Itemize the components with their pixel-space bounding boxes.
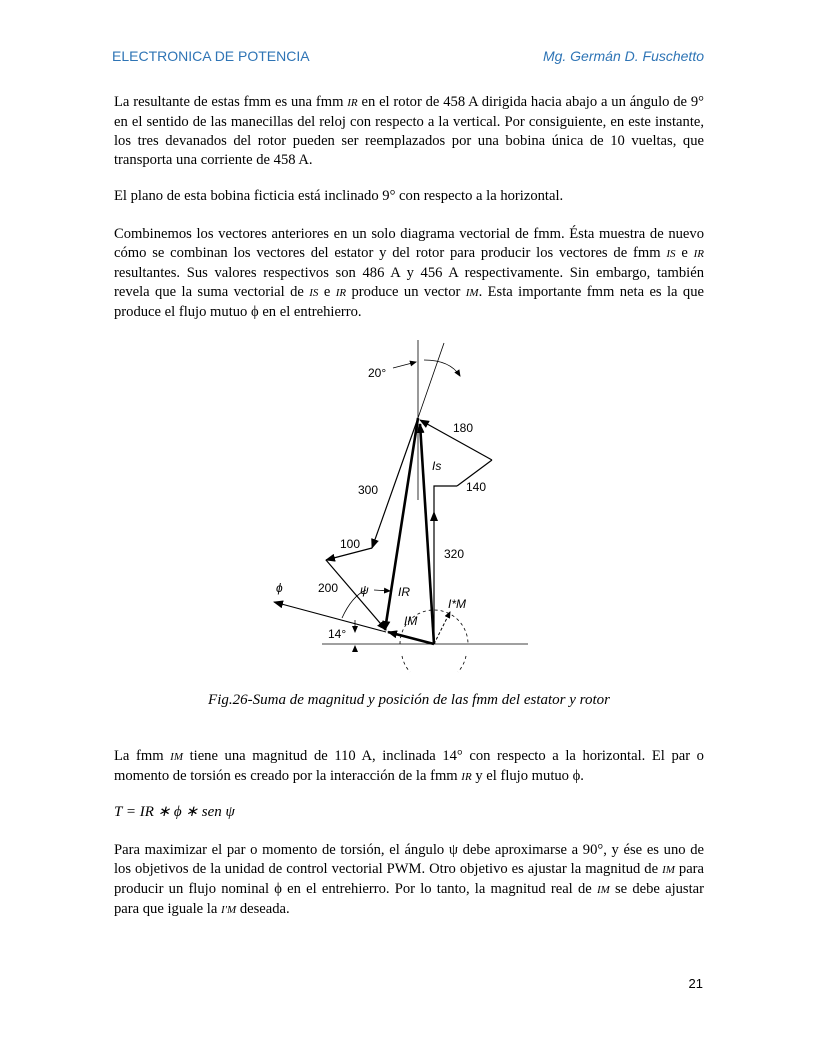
label-140: 140 [466,480,487,494]
vector-is [420,424,434,644]
label-14-degrees: 14° [328,627,347,641]
paragraph-1: La resultante de estas fmm es una fmm IR en el rotor de 458 A dirigida hacia abajo a un ángulo de 9° en el sentido de las manecillas del reloj con respecto a la vertical. Por consiguiente, en este instante, los tres devanados del rotor pueden ser reemplazados por una bobina única de 10 vueltas, que transporta una corriente de 458 A. [114,93,704,168]
paragraph-4: La fmm IM tiene una magnitud de 110 A, inclinada 14° con respecto a la horizontal. El par o momento de torsión es creado por la interacción de la fmm IR y el flujo mutuo ϕ. [114,747,704,784]
tilted-reference-line [418,343,444,418]
page-number: 21 [688,976,703,991]
label-phi: ϕ [276,581,283,595]
vector-300 [372,418,418,548]
label-ir: IR [398,585,410,599]
paragraph-2: El plano de esta bobina ficticia está inclinado 9° con respecto a la horizontal. [114,187,564,204]
header-author: Mg. Germán D. Fuschetto [542,48,704,64]
label-180: 180 [453,421,474,435]
label-psi: ψ [360,583,369,597]
vector-im [388,632,434,644]
figure-caption: Fig.26-Suma de magnitud y posición de las fmm del estator y rotor [208,692,610,708]
label-im-star: I*M [448,597,466,611]
paragraph-3: Combinemos los vectores anteriores en un solo diagrama vectorial de fmm. Ésta muestra de nuevo cómo se combinan los vectores del estator y del rotor para producir los vectores de fmm IS e IR resultantes. Sus valores respectivos son 486 A y 456 A respectivamente. Sin embargo, también revela que la suma vectorial de IS e IR produce un vector IM. Esta importante fmm neta es la que produce el flujo mutuo ϕ en el entrehierro. [114,225,705,320]
label-200: 200 [318,581,339,595]
torque-formula: T = IR ∗ ϕ ∗ sen ψ [114,804,235,820]
paragraph-5: Para maximizar el par o momento de torsión, el ángulo ψ debe aproximarse a 90°, y ése es uno de los objetivos de la unidad de control vectorial PWM. Otro objetivo es ajustar la magnitud de IM para producir un flujo nominal ϕ en el entrehierro. Por lo tanto, la magnitud real de IM se debe ajustar para que iguale la I′M deseada. [114,841,705,917]
label-320: 320 [444,547,465,561]
label-100: 100 [340,537,361,551]
vector-200 [326,560,386,630]
header-title: ELECTRONICA DE POTENCIA [112,48,310,64]
label-20-degrees: 20° [368,366,387,380]
label-im: IM [404,614,418,628]
label-is: Is [432,459,442,473]
vector-im-star [434,612,450,644]
label-300: 300 [358,483,379,497]
